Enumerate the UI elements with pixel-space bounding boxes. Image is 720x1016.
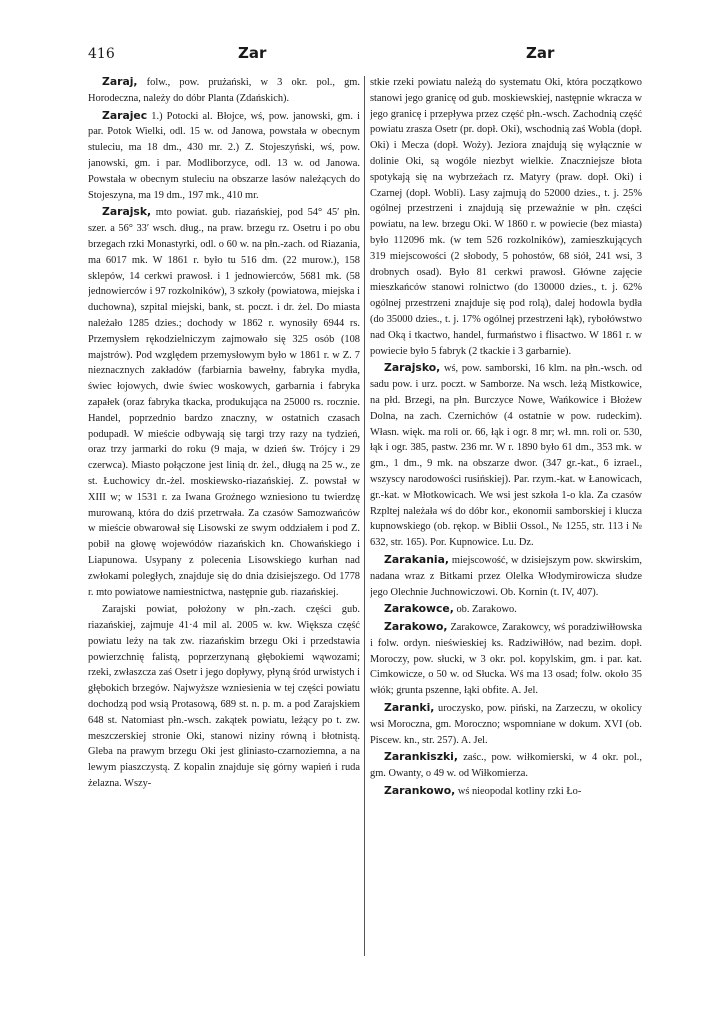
entry-text: miejscowość, w dzisiejszym pow. skwirskim, nadana wraz z Bitkami przez Olelka Włodymirowicza słudze jego Olechnie Juchnowiczowi. Ob. Kornin (t. IV, 407). xyxy=(370,554,642,598)
entry-headword: Zaraj, xyxy=(102,75,138,88)
entry-text: Zarajski powiat, położony w płn.-zach. części gub. riazańskiej, zajmuje 41·4 mil al. 2005 w. kw. Większa część powiatu leży na tak zw. riazańskim brzegu Oki i przedstawia powierzchnię falistą, poprzerzynaną głębokiemi wąwozami; rzeki, zwłaszcza zaś Osetr i jego dopływy, płyną śród urwistych i głębokich brzegów. Najwyższe wzniesienia w tej części powiatu dochodzą pod wsią Protasową, 689 st. n. p. m. a pod Zarajskiem 648 st. Natomiast płn.-wsch. zakątek powiatu, leżący po t. zw. meszczerskiej stronie Oki, stanowi niziny równą i błotnistą. Gleba na prawym brzegu Oki jest gliniasto-czarnoziemna, a na lewym piaszczystą. Z kopalin znajduje się górny wapień i ruda żelazna. Wszy- xyxy=(88,604,360,790)
entry-text: stkie rzeki powiatu należą do systematu Oki, która początkowo stanowi jego granicę od gub. moskiewskiej, następnie wkracza w jego granicę i przepływa przez część płn.-wsch. Zachodnią część powiatu zrasza Osetr (pr. dopł. Oki), wschodnią zaś Wobla (dopł. Oki) i Mecza (dopł. Woży). Jeziora znajdują się wyłącznie w dolinie Oki, są wogóle niezbyt wielkie. Znaczniejsze błota spotykają się na wybrzeżach rz. Matyry (praw. dopł. Oki) i Czarnej (dopł. Wobli). Lasy zajmują do 52000 dzies., t. j. 25% ogólnej przestrzeni i znajdują się przeważnie w płn. części powiatu, na lew. brzegu Oki. W 1860 r. w powiecie (bez miasta) było 112096 mk. (w tem 526 rozkolników), zamieszkujących 319 miejscowości (2 słobody, 5 pohostów, 68 siół, 241 wsi, 3 drobnych osad). Było 81 cerkwi prawosł. Główne zajęcie mieszkańców stanowi rolnictwo (do 130000 dzies., t. j. 62% ogólnej przestrzeni znajduje się pod rolą), dalej hodowla bydła (do 35000 dzies., t. j. 17% ogólnej przestrzeni łąk), rybołówstwo nad Oką i tkactwo, handel, furmaństwo i flisactwo. W 1861 r. w powiecie było 5 fabryk (2 tkackie i 3 garbarnie). xyxy=(370,77,642,357)
entry-zaraj xyxy=(88,74,360,107)
entry-headword: Zarankiszki, xyxy=(384,750,458,764)
running-head-left: Zar xyxy=(238,44,267,62)
left-column xyxy=(88,74,360,964)
entry-text: uroczysko, pow. piński, na Zarzeczu, w okolicy wsi Moroczna, gm. Moroczno; wspomniane w dokum. XVI (ob. Piscew. kn., str. 257). A. Jel. xyxy=(370,703,642,746)
page-number: 416 xyxy=(88,46,115,62)
entry-text: ob. Zarakowo. xyxy=(453,604,517,616)
entry-text: folw., pow. prużański, w 3 okr. pol., gm. Horodeczna, należy do dóbr Planta (Zdańskich). xyxy=(88,77,360,104)
column-divider xyxy=(364,76,365,956)
entry-text: Zarakowce, Zarakowcy, wś poradziwiłłowska i folw. ordyn. nieświeskiej ks. Radziwiłłów, nad bezim. dopł. Moroczy, pow. słucki, w 3 okr. pol. kopylskim, gm. i par. kat. Cimkowicze, o 50 w. od Słucka. Wś ma 13 osad; folw. około 35 włók; grunta pszenne, łąki obfite. A. Jel. xyxy=(370,622,642,697)
entry-text: 1.) Potocki al. Błojce, wś, pow. janowski, gm. i par. Potok Wielki, odl. 15 w. od Janowa, powstała w obecnym stuleciu, ma 18 dm., 430 mr. 2.) Z. Stojeszyński, wś, pow. janowski, gm. i par. Modliborzyce, odl. 13 w. od Janowa. Powstała w obecnym stuleciu na obszarze lasów należących do Stojeszyna, ma 19 dm., 197 mk., 410 mr. xyxy=(88,110,360,201)
entry-text: wś nieopodal kotliny rzki Ło- xyxy=(455,786,582,798)
entry-headword: Zarakania, xyxy=(384,552,449,566)
entry-zarankowo xyxy=(370,783,642,800)
entry-zarajsko xyxy=(370,360,642,551)
entry-zarajsk xyxy=(88,204,360,600)
entry-headword: Zarakowo, xyxy=(384,620,448,634)
entry-zarankiszki xyxy=(370,749,642,782)
entry-headword: Zaranki, xyxy=(384,701,435,715)
running-head-right: Zar xyxy=(526,44,555,62)
entry-headword: Zarankowo, xyxy=(384,784,456,798)
entry-text: zaśc., pow. wiłkomierski, w 4 okr. pol., gm. Owanty, o 49 w. od Wiłkomierza. xyxy=(370,752,642,780)
entry-zaranki xyxy=(370,700,642,748)
entry-headword: Zarakowce, xyxy=(384,602,454,616)
entry-zarajec xyxy=(88,108,360,204)
entry-zarajski-powiat-cont xyxy=(370,74,642,359)
right-column xyxy=(370,74,642,964)
entry-zarajski-powiat xyxy=(88,601,360,792)
entry-text: mto powiat. gub. riazańskiej, pod 54° 45′ płn. szer. a 56° 33′ wsch. dług., na praw. brzegu rz. Osetru i po obu brzegach rzki Monastyrki, odl. o 60 w. na płn.-zach. od Riazania, ma 6017 mk. W 1861 r. było tu 516 dm. (22 murow.), 158 sklepów, 14 cerkwi prawosł. i 1 jednowierców, 5681 mk. (58 jednowierców i 97 rozkolników), 3 szkoły (powiatowa, miejska i duchowna), szpital miejski, bank, st. poczt. i dr. żel. Do miasta należało 1285 dzies.; dochody w 1862 r. wynosiły 6944 rs. Przemysłem rękodzielniczym zajmowało się 325 osób (108 majstrów). Pod względem przemysłowym było w 1861 r. w Z. 7 nieznacznych zakładów (farbiarnia bawełny, fabryka mydła, świec łojowych, dwie świec woskowych, garbarnia i fabryka zapałek (oraz fabryka tkacka, produkująca na 25000 rs. rocznie. Handel, poprzednio bardzo znaczny, w ostatnich czasach podupadł. W mieście odbywają się targi trzy razy na tydzień, oraz trzy jarmarki do roku (9 maja, w dzień św. Trójcy i 29 czerwca). Miasto połączone jest linią dr. żel., długą na 25 w., ze st. Łuchowicy dr.-żel. moskiewsko-riazańskiej. Z. powstał w XIII w; w 1531 r. za Iwana Groźnego wzniesiono tu twierdzę murowaną, która do dziś przetrwała. Za czasów Samozwańców w mieście obwarował się Lisowski ze swym oddziałem i pod Z. pobił na głowę wojewódów riazańskich kn. Chowańskiego i Liapunowa. Usypany z polecenia Lisowskiego kurhan nad zwłokami poległych, znajduje się do dnia dzisiejszego. Od 1778 r. mto powiatowe namiestnictwa, następnie gub. riazańskiej. xyxy=(88,207,360,598)
entry-headword: Zarajsko, xyxy=(384,361,441,375)
entry-headword: Zarajec xyxy=(102,108,148,122)
entry-zarakowce xyxy=(370,601,642,618)
page-header xyxy=(88,40,640,64)
entry-headword: Zarajsk, xyxy=(102,205,152,219)
entry-text: wś, pow. samborski, 16 klm. na płn.-wsch. od sadu pow. i urz. poczt. w Samborze. Na wsch. leżą Mistkowice, na płd. Brzegi, na płn. Burczyce Nowe, Wańkowice i Błożew Dolna, na zach. Czernichów (4 ostatnie w pow. rudeckim). Własn. więk. ma roli or. 66, łąk i ogr. 8 mr; wł. mn. roli or. 530, łąk i ogr. 385, pastw. 236 mr. W r. 1890 było 61 dm., 353 mk. w gm., 1 dm., 9 mk. na obszarze dwor. (347 gr.-kat., 6 izrael., wszyscy narodowości rusińskiej). Par. rzym.-kat. w Łanowicach, gr.-kat. w Młotkowicach. We wsi jest szkoła 1-o kla. Za czasów Rzpltej należała wś do dóbr kor., ekonomii samborskiej i klucza kupnowskiego (ob. rękop. w Biblii Ossol., № 1255, str. 113 i № 632, str. 165). Por. Kupnowice. Lu. Dz. xyxy=(370,363,642,549)
entry-zarakania xyxy=(370,552,642,600)
entry-zarakowo xyxy=(370,619,642,699)
